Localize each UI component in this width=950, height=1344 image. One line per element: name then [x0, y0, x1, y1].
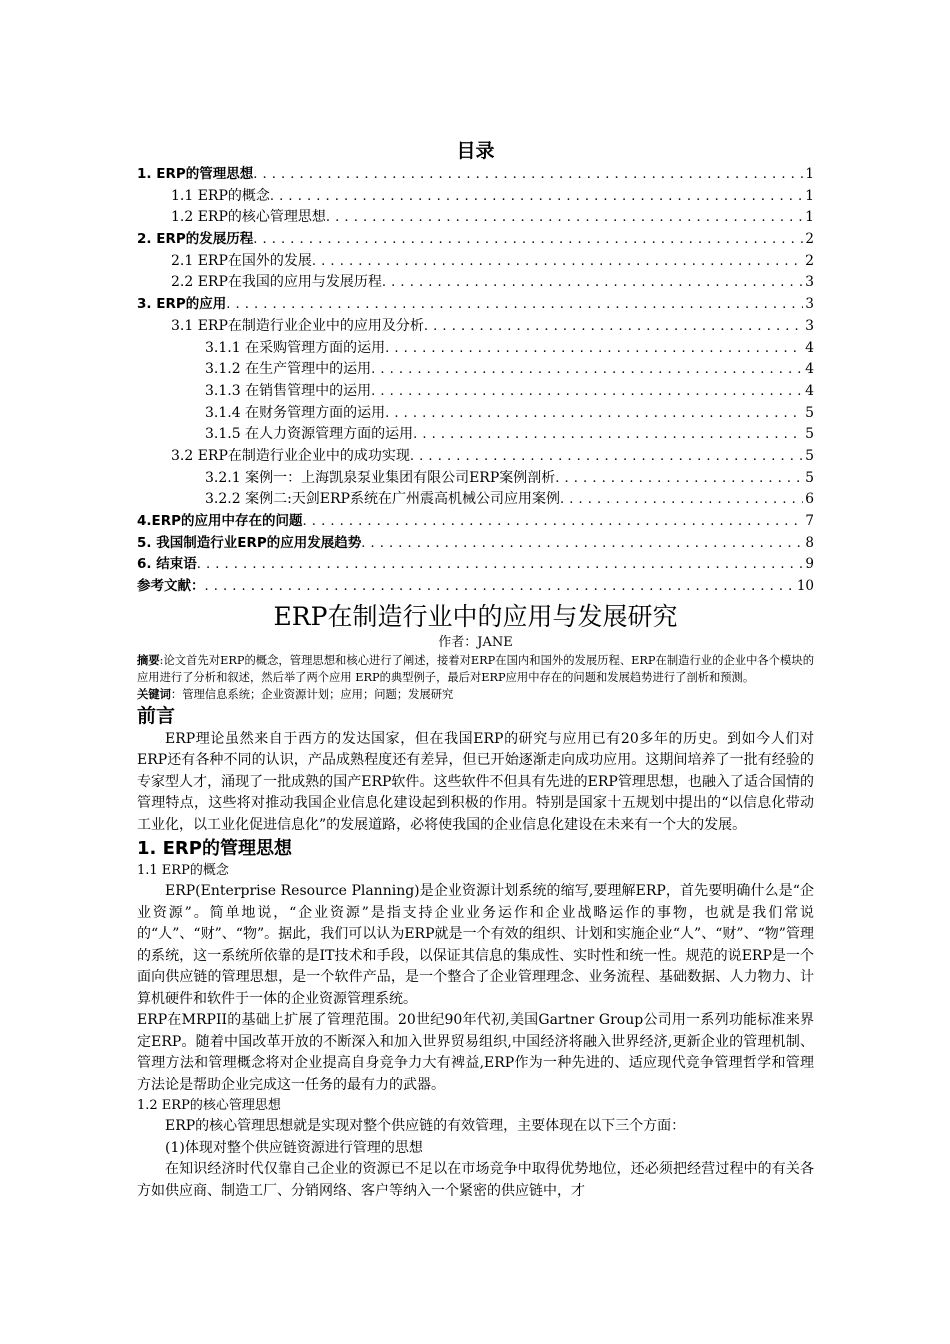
article-title: ERP在制造行业中的应用与发展研究	[273, 601, 678, 631]
toc-leader	[410, 446, 803, 468]
toc-entry[interactable]: 2.1 ERP在国外的发展 . . . 2	[137, 251, 814, 273]
toc-entry[interactable]: 3. ERP的应用 . . . 3	[137, 294, 814, 316]
toc-leader	[361, 533, 803, 555]
body-paragraph: ERP在MRPII的基础上扩展了管理范围。20世纪90年代初,美国Gartner Group公司用一系列功能标准来界定ERP。随着中国改革开放的不断深入和加入世界贸易组织,中国经济将融入世界经济,更新企业的管理机制、管理方法和管理概念将对企业提高自身竞争力大有裨益,ERP作为一种先进的、适应现代竞争管理哲学和管理方法论是帮助企业完成这一任务的最有力的武器。	[137, 1012, 814, 1093]
toc-page-number: 4	[805, 339, 814, 356]
abstract	[137, 652, 814, 686]
toc-entry[interactable]: 3.1.5 在人力资源管理方面的运用 . . . 5	[137, 424, 814, 446]
body-paragraph: (1)体现对整个供应链资源进行管理的思想	[165, 1139, 423, 1156]
toc-entry[interactable]: 5. 我国制造行业ERP的应用发展趋势 . . . 8	[137, 533, 814, 555]
toc-entry[interactable]: 3.1.2 在生产管理中的运用 . . . 4	[137, 359, 814, 381]
toc-entry[interactable]: 3.1.3 在销售管理中的运用 . . . 4	[137, 381, 814, 403]
body-paragraph: 在知识经济时代仅靠自己企业的资源已不足以在市场竞争中取得优势地位，还必须把经营过程中的有关各方如供应商、制造工厂、分销网络、客户等纳入一个紧密的供应链中，才	[137, 1161, 814, 1199]
toc-leader	[205, 576, 795, 598]
keywords-label: 关键词	[137, 687, 171, 701]
toc-leader	[560, 489, 803, 511]
subsection-heading: 1.2 ERP的核心管理思想	[137, 1098, 281, 1114]
toc-page-number: 5	[805, 426, 814, 443]
keywords	[137, 686, 814, 703]
toc-leader	[253, 164, 803, 186]
article-author: 作者：JANE	[438, 634, 513, 650]
toc-leader	[371, 381, 803, 403]
toc-title: 目录	[456, 140, 495, 162]
keywords-text: ：管理信息系统；企业资源计划；应用；问题；发展研究	[170, 687, 454, 701]
toc-entry[interactable]: 2.2 ERP在我国的应用与发展历程 . . . 3	[137, 272, 814, 294]
body-paragraph: ERP的核心管理思想就是实现对整个供应链的有效管理，主要体现在以下三个方面：	[165, 1118, 686, 1135]
toc-page-number: 1	[805, 209, 814, 226]
toc-page-number: 2	[805, 252, 814, 269]
preface-heading: 前言	[137, 704, 176, 727]
abstract-text: :论文首先对ERP的概念，管理思想和核心进行了阐述，接着对ERP在国内和国外的发展历程、ERP在制造行业的企业中各个模块的应用进行了分析和叙述，然后举了两个应用 ERP的典型例子，最后对ERP应用中存在的问题和发展趋势进行了剖析和预测。	[137, 653, 814, 684]
toc-entry[interactable]: 6. 结束语 . . . 9	[137, 554, 814, 576]
toc-leader	[253, 229, 803, 251]
section-heading: 1. ERP的管理思想	[137, 838, 292, 860]
toc-leader	[555, 468, 803, 490]
toc-leader	[371, 359, 803, 381]
toc-leader	[424, 316, 803, 338]
toc-page-number: 1	[805, 166, 814, 182]
toc-leader	[385, 403, 803, 425]
toc-leader	[226, 294, 803, 316]
toc-page-number: 6	[805, 491, 814, 508]
toc-page-number: 3	[805, 274, 814, 291]
abstract-label: 摘要	[137, 653, 160, 667]
toc-entry[interactable]: 3.1 ERP在制造行业企业中的应用及分析 . . . 3	[137, 316, 814, 338]
toc-page-number: 9	[805, 556, 814, 573]
subsection-heading: 1.1 ERP的概念	[137, 863, 229, 879]
toc-leader	[382, 272, 803, 294]
toc-entry[interactable]: 3.2.1 案例一：上海凯泉泵业集团有限公司ERP案例剖析 . . . 5	[137, 468, 814, 490]
toc-leader	[385, 338, 803, 360]
toc-page-number: 1	[805, 187, 814, 204]
toc-page-number: 2	[805, 231, 814, 248]
toc-entry[interactable]: 4.ERP的应用中存在的问题 . . . 7	[137, 511, 814, 533]
toc-page-number: 7	[805, 513, 814, 529]
toc-page-number: 4	[805, 382, 814, 399]
toc-entry[interactable]: 参考文献： . . . 10	[137, 576, 814, 598]
toc-entry[interactable]: 3.1.4 在财务管理方面的运用 . . . 5	[137, 403, 814, 425]
toc-entry[interactable]: 1. ERP的管理思想 . . . 1	[137, 164, 814, 186]
toc-entry[interactable]: 3.2 ERP在制造行业企业中的成功实现 . . . 5	[137, 446, 814, 468]
toc-page-number: 5	[805, 447, 814, 464]
document-page	[137, 138, 814, 1202]
toc-page-number: 4	[805, 361, 814, 378]
preface-paragraph: ERP理论虽然来自于西方的发达国家，但在我国ERP的研究与应用已有20多年的历史。到如今人们对ERP还有各种不同的认识，产品成熟程度还有差异，但已开始逐渐走向成功应用。这期间培养了一批有经验的专家型人才，涌现了一批成熟的国产ERP软件。这些软件不但具有先进的ERP管理思想，也融入了适合国情的管理特点，这些将对推动我国企业信息化建设起到积极的作用。特别是国家十五规划中提出的“以信息化带动工业化，以工业化促进信息化”的发展道路，必将使我国的企业信息化建设在未来有一个大的发展。	[137, 730, 814, 833]
toc-entry[interactable]: 1.1 ERP的概念 . . . 1	[137, 186, 814, 208]
toc-page-number: 3	[805, 317, 814, 334]
toc-page-number: 5	[805, 469, 814, 486]
toc-entry[interactable]: 2. ERP的发展历程 . . . 2	[137, 229, 814, 251]
toc-leader	[326, 207, 803, 229]
toc-page-number: 5	[805, 404, 814, 421]
toc-page-number: 3	[805, 296, 814, 313]
toc-page-number: 8	[805, 534, 814, 551]
toc-leader	[303, 511, 804, 533]
toc-leader	[197, 554, 804, 576]
toc-entry[interactable]: 3.1.1 在采购管理方面的运用 . . . 4	[137, 338, 814, 360]
table-of-contents	[137, 164, 814, 598]
toc-entry[interactable]: 3.2.2 案例二:天剑ERP系统在广州震高机械公司应用案例 . . . 6	[137, 489, 814, 511]
toc-entry[interactable]: 1.2 ERP的核心管理思想 . . . 1	[137, 207, 814, 229]
toc-leader	[312, 251, 803, 273]
body-paragraph: ERP(Enterprise Resource Planning)是企业资源计划系统的缩写,要理解ERP，首先要明确什么是“企业资源”。简单地说，“企业资源”是指支持企业业务运作和企业战略运作的事物，也就是我们常说的“人”、“财”、“物”。据此，我们可以认为ERP就是一个有效的组织、计划和实施企业“人”、“财”、“物”管理的系统，这一系统所依靠的是IT技术和手段，以保证其信息的集成性、实时性和统一性。规范的说ERP是一个面向供应链的管理思想，是一个软件产品，是一个整合了企业管理理念、业务流程、基础数据、人力物力、计算机硬件和软件于一体的企业资源管理系统。	[137, 883, 814, 1007]
toc-page-number: 10	[796, 578, 814, 595]
toc-leader	[413, 424, 803, 446]
toc-leader	[270, 186, 803, 208]
